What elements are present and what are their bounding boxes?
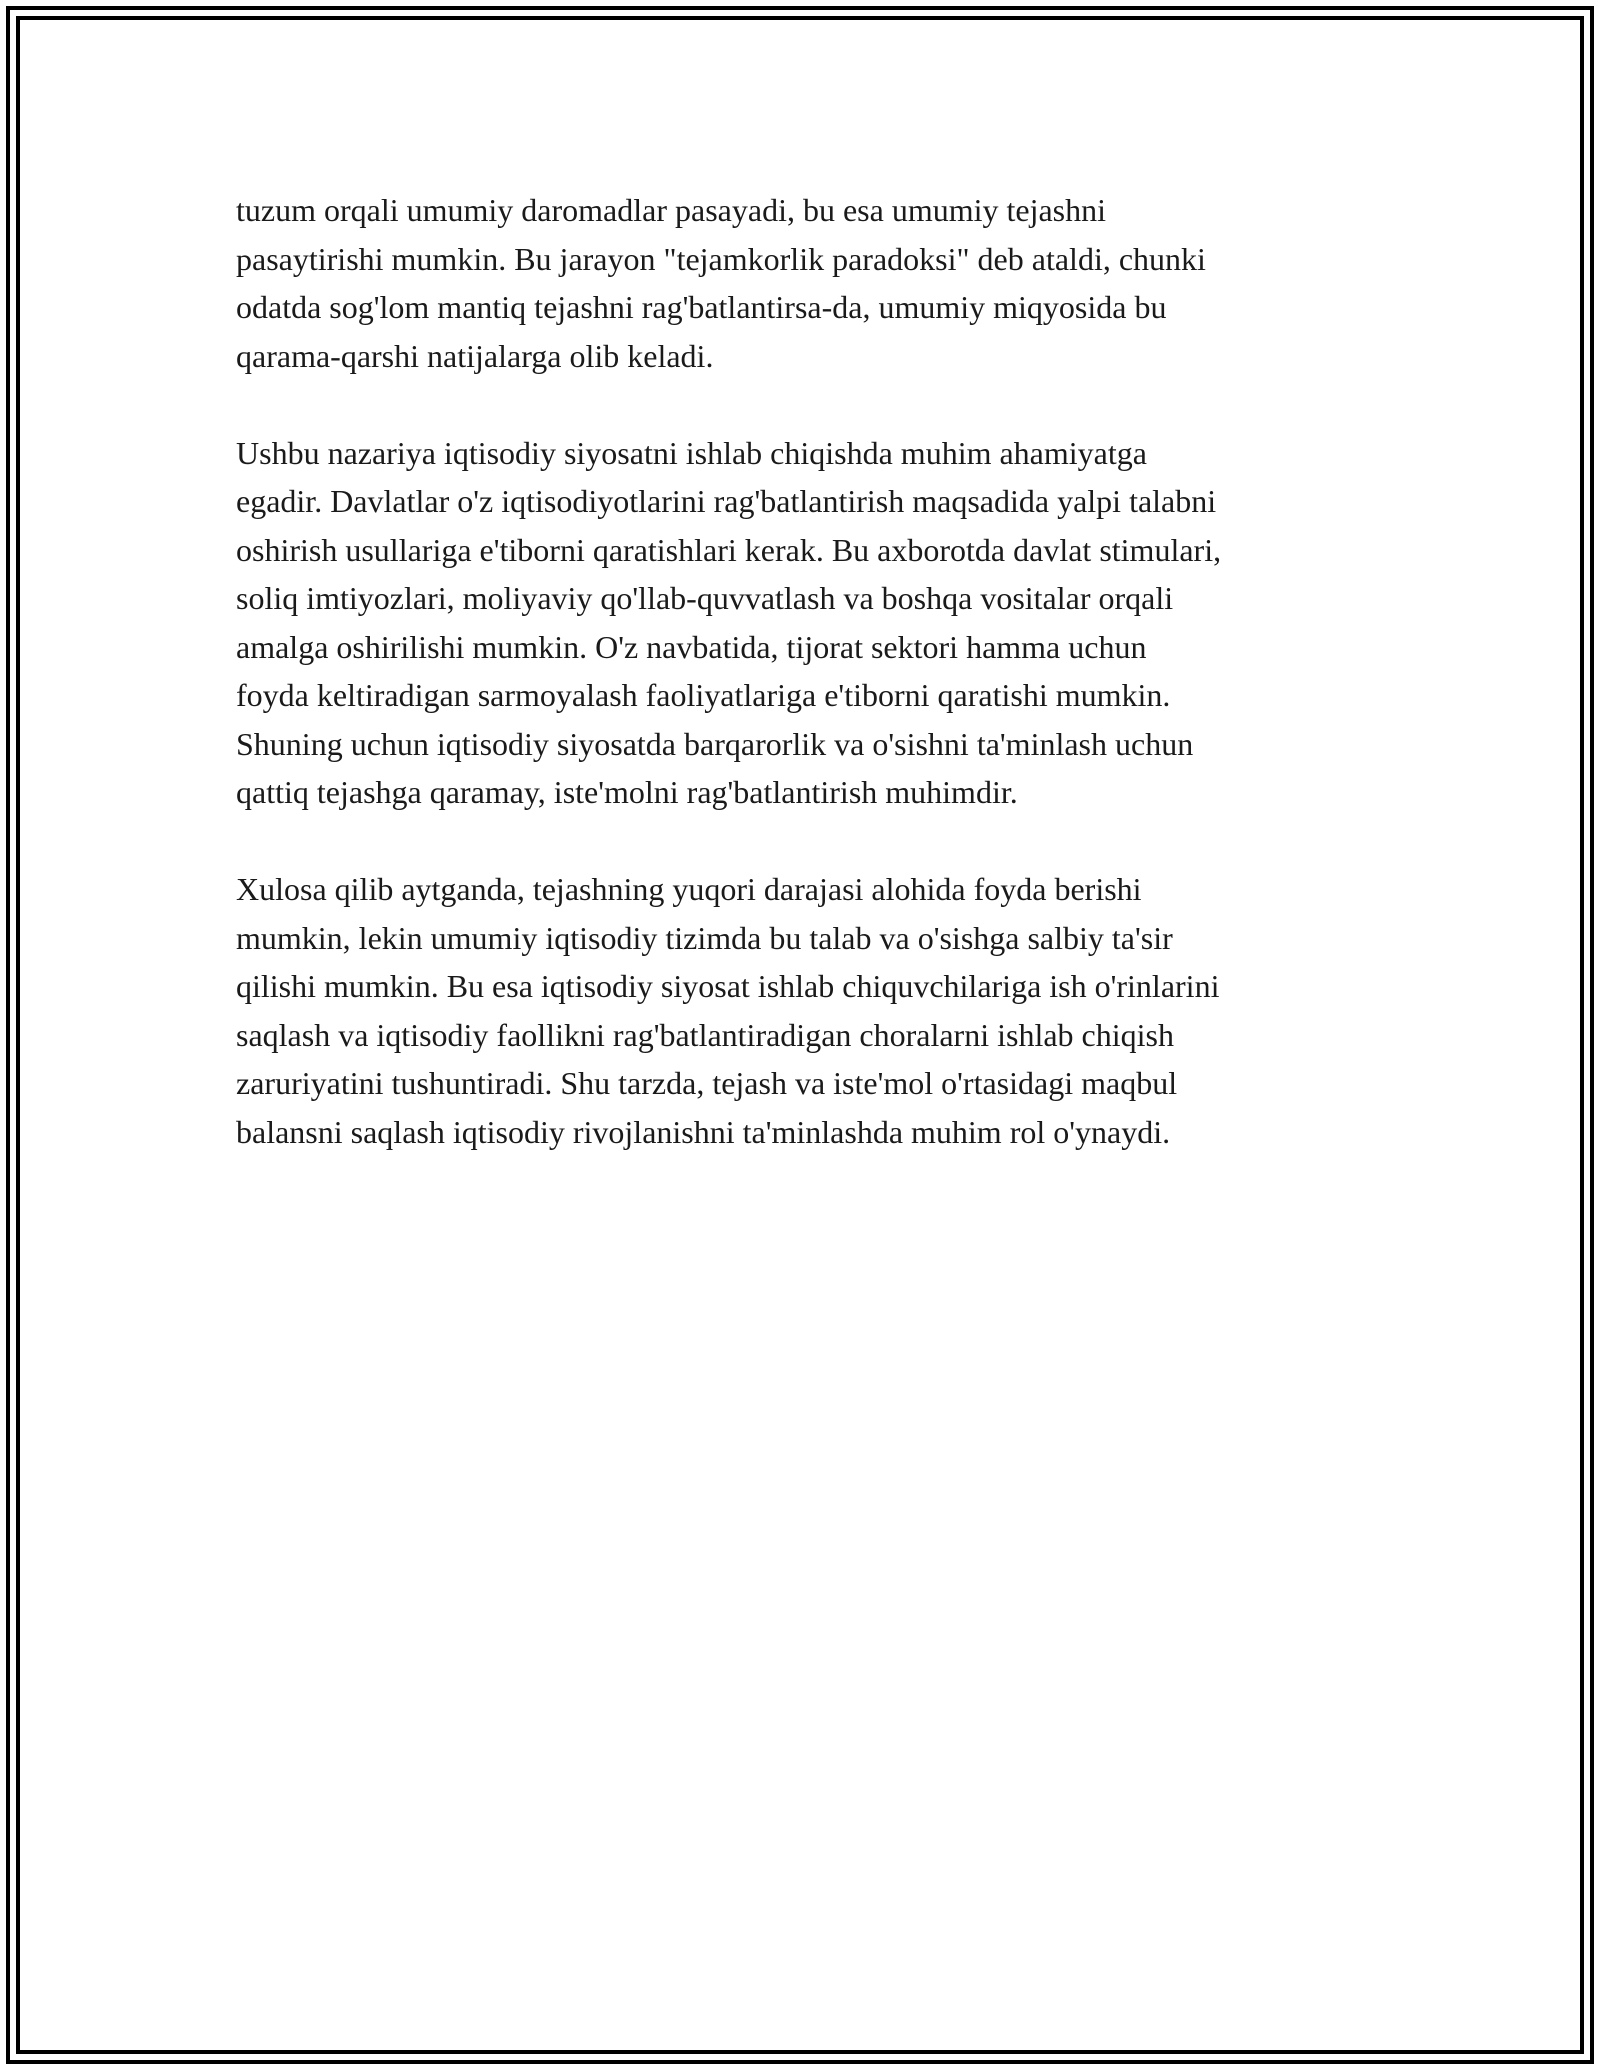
text-line: foyda keltiradigan sarmoyalash faoliyatlariga e'tiborni qaratishi mumkin.	[236, 677, 1171, 713]
text-line: amalga oshirilishi mumkin. O'z navbatida, tijorat sektori hamma uchun	[236, 628, 1147, 665]
text-line: odatda sog'lom mantiq tejashni rag'batlantirsa-da, umumiy miqyosida bu	[236, 289, 1167, 325]
text-line: qilishi mumkin. Bu esa iqtisodiy siyosat ishlab chiquvchilariga ish o'rinlarini	[236, 968, 1220, 1004]
text-line: egadir. Davlatlar o'z iqtisodiyotlarini rag'batlantirish maqsadida yalpi talabni	[236, 483, 1217, 519]
paragraph-spacer	[236, 380, 1416, 429]
text-line: oshirish usullariga e'tiborni qaratishlari kerak. Bu axborotda davlat stimulari,	[236, 531, 1222, 568]
text-line: zaruriyatini tushuntiradi. Shu tarzda, tejash va iste'mol o'rtasidagi maqbul	[236, 1065, 1178, 1101]
text-line: balansni saqlash iqtisodiy rivojlanishni ta'minlashda muhim rol o'ynaydi.	[236, 1113, 1171, 1150]
text-line: Shuning uchun iqtisodiy siyosatda barqarorlik va o'sishni ta'minlash uchun	[236, 725, 1194, 762]
text-line: pasaytirishi mumkin. Bu jarayon "tejamkorlik paradoksi" deb ataldi, chunki	[236, 240, 1206, 277]
paragraph-spacer	[236, 817, 1416, 866]
text-line: tuzum orqali umumiy daromadlar pasayadi, bu esa umumiy tejashni	[236, 192, 1107, 228]
text-line: qattiq tejashga qaramay, iste'molni rag'batlantirish muhimdir.	[236, 774, 1018, 810]
text-line: saqlash va iqtisodiy faollikni rag'batlantiradigan choralarni ishlab chiqish	[236, 1016, 1174, 1053]
text-line: Xulosa qilib aytganda, tejashning yuqori darajasi alohida foyda berishi	[236, 871, 1142, 907]
text-line: mumkin, lekin umumiy iqtisodiy tizimda bu talab va o'sishga salbiy ta'sir	[236, 919, 1173, 956]
document-body	[236, 186, 1416, 1156]
paragraph	[236, 865, 1416, 1156]
text-line: Ushbu nazariya iqtisodiy siyosatni ishlab chiqishda muhim ahamiyatga	[236, 434, 1147, 471]
text-line: soliq imtiyozlari, moliyaviy qo'llab-quvvatlash va boshqa vositalar orqali	[236, 580, 1174, 616]
paragraph	[236, 186, 1416, 380]
text-line: qarama-qarshi natijalarga olib keladi.	[236, 337, 714, 374]
paragraph	[236, 429, 1416, 817]
